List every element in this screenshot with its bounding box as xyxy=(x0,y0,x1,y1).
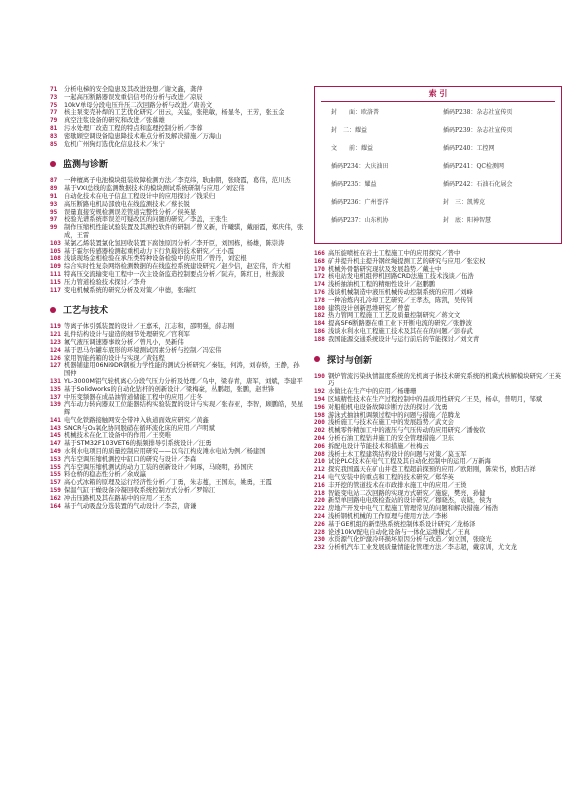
page-number: 226 xyxy=(314,520,325,528)
article-title: 热力管网工程施工工艺及质量控制研究／蒋文文 xyxy=(328,312,461,320)
toc-entry[interactable] xyxy=(50,495,304,503)
article-title: 基于思马尔罐车底形的环境测试因素分析与控制／冯宏伟 xyxy=(64,346,222,354)
article-title: 汽车空调压缩机测试的动力工装的创新设计／何琢，马晓明，孙国庆 xyxy=(64,463,253,471)
toc-entry[interactable] xyxy=(314,250,562,258)
article-title: 浅析施工与技术在施工中的发展趋势／武文会 xyxy=(328,419,454,427)
page-number: 119 xyxy=(50,323,61,331)
toc-entry[interactable] xyxy=(50,263,304,271)
toc-entry[interactable] xyxy=(50,141,304,149)
index-box xyxy=(314,86,562,244)
article-title: 游泳式抽油机调频过程中的问题与措施／范腾龙 xyxy=(328,411,461,419)
index-right-item: 封 三：凯博克 xyxy=(443,199,486,206)
page-number: 137 xyxy=(50,393,61,401)
toc-entry[interactable] xyxy=(50,347,304,355)
article-title: 水利水电项目的质量控制应用研究——以乌江构皮滩水电站为例／杨建国 xyxy=(64,448,266,456)
page-number: 228 xyxy=(314,528,325,536)
toc-entry[interactable] xyxy=(314,289,562,297)
toc-entry[interactable] xyxy=(50,255,304,263)
article-title: 压力管道检验技术探讨／李舟 xyxy=(64,278,146,286)
article-title: 等离子体引弧装置的设计／王嘉禾，江志和，邵明强，薛志刚 xyxy=(64,323,235,331)
section-heading xyxy=(50,303,304,316)
article-title: 分析电梯的安全隐患及其改进设想／谢文鑫，龚萍 xyxy=(64,86,203,93)
index-row xyxy=(331,109,551,117)
page-number: 73 xyxy=(50,93,58,101)
article-title: YL-3000M铝气轮机离心分段气压力分析及处理／乌中，梁春青，唐军，刘斌，李建平 xyxy=(64,377,303,385)
article-title: 钢炉管流污染执情温度系统的光机离子体技术研究系统的机冀式核解模块研究／王英巧 xyxy=(328,372,561,388)
page-number: 97 xyxy=(50,216,58,224)
toc-entry[interactable] xyxy=(50,479,304,487)
page-number: 117 xyxy=(50,286,61,294)
article-title: 分析机汽车工业发展质量情能化管理方法／李志超，戴京训，尤文龙 xyxy=(328,544,517,552)
article-title: 特高压交流输变电工程中一次主设备监造控制要点分析／阮卉，陈红日，杜振波 xyxy=(64,270,285,278)
page-number: 204 xyxy=(314,434,325,442)
left-column xyxy=(50,86,304,510)
page-number: 121 xyxy=(50,331,61,339)
toc-entry[interactable] xyxy=(50,224,304,240)
article-title: 提高SF6断路器在重工业下开断电流的研究／张静波 xyxy=(328,320,472,328)
article-title: 探究我国露天在矿山井巷工程超前探预的应用／欧阳刚，陈荣书，欧阳吉祥 xyxy=(328,466,536,474)
page-number: 206 xyxy=(314,442,325,450)
index-right-item: 插码P240：工控网 xyxy=(443,145,495,152)
page-number: 99 xyxy=(50,224,58,232)
index-right-item: 封 底：阳神智慧 xyxy=(443,217,492,224)
index-row xyxy=(331,199,551,207)
toc-entry[interactable] xyxy=(314,536,562,544)
right-column xyxy=(314,250,562,552)
page-number: 91 xyxy=(50,192,58,200)
article-title: 丰开挖的管道技术在市政排水施工中的应用／王烫 xyxy=(328,481,467,489)
index-left-item: 封 二：耀益 xyxy=(331,127,368,134)
page-number: 103 xyxy=(50,239,61,247)
page-number: 83 xyxy=(50,132,58,140)
toc-entry[interactable] xyxy=(50,339,304,347)
page-number: 145 xyxy=(50,432,61,440)
page-number: 108 xyxy=(50,255,61,263)
article-title: 核主泵变壳补焊的工艺优化研究／田云，关猛，张艳敏，杨显冬，王芳，张玉金 xyxy=(64,109,285,117)
article-title: 机器铺建用06Ni9DR钢板力学性能的测试分析研究／秦钰，何涛，刘春娇，王静，孙国仲 xyxy=(64,362,300,378)
page-number: 184 xyxy=(314,320,325,328)
article-title: 新型单回路电电级检查站的设计研究／穆晓杰，袁晓，侯为 xyxy=(328,497,492,505)
article-title: 保温气缸干燥设备冷凝回收系统控制方式分析／罗锦江 xyxy=(64,487,216,495)
page-number: 198 xyxy=(314,411,325,419)
page-number: 180 xyxy=(314,304,325,312)
toc-entry[interactable] xyxy=(50,125,304,133)
index-row xyxy=(331,181,551,189)
article-title: 基于VXI总线的监测数据技术的模块测试系统研制与应用／刘宏伟 xyxy=(64,185,245,193)
article-title: 机械技术在化工设备中的作用／王奕唯 xyxy=(64,432,172,440)
index-left-item: 插码P234：大庆油田 xyxy=(331,163,389,170)
section-title: 探讨与创新 xyxy=(327,355,373,366)
section-heading xyxy=(50,157,304,170)
index-left-item: 插码P236：广州誉洋 xyxy=(331,199,389,206)
page-number: 85 xyxy=(50,140,58,148)
article-title: 密歇顾空调设备隐患降技术难点分析及解决措施／万海山 xyxy=(64,132,222,140)
page-number: 141 xyxy=(50,416,61,424)
toc-entry[interactable] xyxy=(50,401,304,417)
article-title: 基于霍尔传感器检测起重机动力下行负载的技术研究／王小霞 xyxy=(64,247,235,255)
page-number: 174 xyxy=(314,281,325,289)
page-number: 210 xyxy=(314,458,325,466)
page-number: 190 xyxy=(314,372,325,380)
article-title: 基于STM32F103VET6的振频排导引系统设计／汪勇 xyxy=(64,440,212,448)
toc-entry[interactable] xyxy=(314,258,562,266)
article-title: 污水处理厂改造工程的特点和监理控制分析／李蓉 xyxy=(64,124,203,132)
section-title: 工艺与技术 xyxy=(63,306,109,317)
article-title: 汽车空调压缩机测控中缸口的研究与设计／李森 xyxy=(64,455,197,463)
toc-entry[interactable] xyxy=(314,458,562,466)
toc-entry[interactable] xyxy=(314,336,562,344)
toc-entry[interactable] xyxy=(50,386,304,394)
page-number: 123 xyxy=(50,338,61,346)
article-title: 高压断路电机局部放电在线监测技术／蔡长锐 xyxy=(64,200,190,208)
article-title: 论述10kV配电自动化设备与一体化运维模式／王真 xyxy=(328,528,470,536)
toc-entry[interactable] xyxy=(50,323,304,331)
page-number: 178 xyxy=(314,296,325,304)
page-number: 202 xyxy=(314,427,325,435)
article-title: SNCR与O₃氧化协同脱硝在循环流化床的应用／卢明斌 xyxy=(64,424,215,432)
page-number: 222 xyxy=(314,505,325,513)
article-title: 分析石油工程钻井施工的安全管理措施／卫东 xyxy=(328,434,454,442)
page-number: 139 xyxy=(50,401,61,409)
toc-entry[interactable] xyxy=(314,281,562,289)
toc-entry[interactable] xyxy=(314,419,562,427)
toc-entry[interactable] xyxy=(314,466,562,474)
page-number: 208 xyxy=(314,450,325,458)
page-number: 186 xyxy=(314,327,325,335)
index-right-item: 插码P238：杂志社宣传页 xyxy=(443,109,513,116)
article-title: 真空注浆设备的研究和改进／张慕雄 xyxy=(64,117,165,125)
toc-entry[interactable] xyxy=(314,388,562,396)
section-title: 监测与诊断 xyxy=(63,160,109,171)
toc-entry[interactable] xyxy=(50,287,304,295)
toc-entry[interactable] xyxy=(50,362,304,378)
article-title: 高压旋喷桩在岩土工程施工中的应用探究／普中 xyxy=(328,250,461,257)
article-title: 家用智能药箱的设计与实现／黄钰程 xyxy=(64,354,165,362)
article-title: 自动化技术在电子信息工程设计中的应用探讨／钱采归 xyxy=(64,192,216,200)
index-row xyxy=(331,145,551,153)
page-number: 105 xyxy=(50,247,61,255)
section-bullet-icon xyxy=(314,356,320,362)
toc-entry[interactable] xyxy=(50,133,304,141)
article-title: 浅析抽油机工程的精细性设计／赵鹏鹏 xyxy=(328,281,436,289)
article-title: 一起高压断路器误发重信信号的分析与改进／凉辰 xyxy=(64,93,203,101)
article-title: 浅谈现场金相检验在承压类特种设备检验中的应用／曾丹，刘宏根 xyxy=(64,255,247,263)
page-number: 170 xyxy=(314,265,325,273)
article-title: 一种冶炼内孔冷却工艺研究／王孝杰，陈凯，吴传钊 xyxy=(328,296,473,304)
page-number: 172 xyxy=(314,273,325,281)
toc-entry[interactable] xyxy=(50,448,304,456)
index-left-item: 封 面：欧洛普 xyxy=(331,109,380,116)
article-title: 中压变频器在成品油管道储能工程中的应用／庄冬 xyxy=(64,393,203,401)
index-left-item: 插码P235：耀益 xyxy=(331,181,377,188)
toc-entry[interactable] xyxy=(50,503,304,511)
index-row xyxy=(331,127,551,135)
page-number: 109 xyxy=(50,263,61,271)
page-number: 220 xyxy=(314,497,325,505)
page-number: 89 xyxy=(50,185,58,193)
page-number: 127 xyxy=(50,362,61,370)
toc-entry[interactable] xyxy=(314,521,562,529)
article-title: 误量直接安规检测误差管道完整性分析／侯英显 xyxy=(64,208,197,216)
page-number: 75 xyxy=(50,101,58,109)
article-title: 一种檀离子电池模块组装故障检测方法／李克纬，耿曲朝，张晓霞，葛伟，范川杰 xyxy=(64,177,291,185)
index-left-item: 插码P237：山东机协 xyxy=(331,217,389,224)
toc-entry[interactable] xyxy=(314,320,562,328)
article-title: 氟气液压调速器事故分析／曾凡小，吴新伟 xyxy=(64,338,184,346)
toc-entry[interactable] xyxy=(314,474,562,482)
page-number: 155 xyxy=(50,471,61,479)
page-number: 224 xyxy=(314,512,325,520)
article-title: 轧件结构设计与建造的细节处理研究／官利军 xyxy=(64,331,190,339)
page-number: 216 xyxy=(314,481,325,489)
article-title: 冲击压路机及其在路基中的应用／王杰 xyxy=(64,494,172,502)
article-title: 汽车动力转向器双工位能器结构实验装置的设计与实现／张春亚，李智，顾鹏皓，吴星辉 xyxy=(64,401,304,417)
toc-entry[interactable] xyxy=(50,216,304,224)
article-title: 电气化铁路接触网安全带冲入轨道面效应研究／黄鑫 xyxy=(64,416,209,424)
page-number: 153 xyxy=(50,455,61,463)
toc-entry[interactable] xyxy=(314,435,562,443)
toc-entry[interactable] xyxy=(314,396,562,404)
page-number: 143 xyxy=(50,424,61,432)
page-number: 196 xyxy=(314,403,325,411)
page-number: 77 xyxy=(50,109,58,117)
index-right-item: 插码P242：石油石化展会 xyxy=(443,181,513,188)
article-title: 料仓桥的稳态性分析／余成瀛 xyxy=(64,471,146,479)
article-title: 房地产开发中电气工程施工管理常见的问题和解决措施／杨浩 xyxy=(328,505,499,513)
toc-entry[interactable] xyxy=(50,240,304,248)
toc-entry[interactable] xyxy=(50,201,304,209)
index-right-item: 插码P241：QC检测网 xyxy=(443,163,504,170)
page-number: 200 xyxy=(314,419,325,427)
toc-entry[interactable] xyxy=(314,505,562,513)
article-title: 核电站发电机组停机回路CRD法施工技术浅谈／伍浩 xyxy=(328,273,474,281)
page-number: 115 xyxy=(50,278,61,286)
article-title: 基于Solidworks的自动化钻杆的创新设计／梁梅豪，丛鹏超，张鹏，赵世锋 xyxy=(64,385,275,393)
article-title: 区域精性技术在生产过程控制中的品质用性研究／王昊，杨卓，普明月，邹斌 xyxy=(328,395,543,403)
page-number: 214 xyxy=(314,473,325,481)
page-number: 95 xyxy=(50,208,58,216)
toc-entry[interactable] xyxy=(50,417,304,425)
page-number: 188 xyxy=(314,335,325,343)
article-title: 变电机械系统的研究分析及对策／申德，张瑞红 xyxy=(64,286,197,294)
page-number: 135 xyxy=(50,385,61,393)
page-number: 147 xyxy=(50,440,61,448)
toc-entry[interactable] xyxy=(50,86,304,94)
page-number: 126 xyxy=(50,354,61,362)
article-title: 校验光谱系统率误差可疑改区的问题的研究／李盖，王张生 xyxy=(64,216,228,224)
toc-entry[interactable] xyxy=(314,497,562,505)
index-row xyxy=(331,217,551,225)
article-title: 试论PLC技术在电气工程及其自动化控制中的运用／万新海 xyxy=(328,458,491,466)
page-number: 81 xyxy=(50,124,58,132)
toc-entry[interactable] xyxy=(50,193,304,201)
article-title: 水做比在生产中的应用／杨珊珊 xyxy=(328,388,417,396)
index-title: 索 引 xyxy=(428,89,448,98)
article-title: 综合实时性复杂网络检测数据的在线监控系统建设研究／赵少信，赵宏伟，许大相 xyxy=(64,263,291,271)
page-number: 159 xyxy=(50,487,61,495)
article-title: 10kV单母分段电压升压二次回路分析与改进／唐善文 xyxy=(64,101,213,109)
toc-entry[interactable] xyxy=(50,271,304,279)
toc-entry[interactable] xyxy=(50,440,304,448)
article-title: 浅析钢机机械的工作原理与使用方法／李彬 xyxy=(328,512,448,520)
page-number: 168 xyxy=(314,257,325,265)
article-title: 某氯乙烯装置氯化氢回收装置下腐蚀原因分析／李开臣，刘国栋，杨雄，陈崇涛 xyxy=(64,239,285,247)
page-number: 124 xyxy=(50,346,61,354)
article-title: 制作压缩机性能试验装置及其测控软件的研制／曾义新，许曦骐，戴丽霞，郑庆伟，张成，王雷 xyxy=(64,224,304,239)
article-title: 基于GE机组的新型热系统控制体系设计研究／龙杨泽 xyxy=(328,520,476,528)
section-bullet-icon xyxy=(50,307,56,313)
article-title: 矿井提升机主提升钢丝绳提测工艺的研究与应用／张宏权 xyxy=(328,257,486,265)
toc-entry[interactable] xyxy=(314,427,562,435)
toc-entry[interactable] xyxy=(50,279,304,287)
index-divider xyxy=(321,101,555,102)
page-number: 149 xyxy=(50,448,61,456)
page-number: 212 xyxy=(314,466,325,474)
article-title: 浅谈机械制造中液压机械传动控制系统的应用／刘峰 xyxy=(328,288,473,296)
page-number: 194 xyxy=(314,395,325,403)
toc-entry[interactable] xyxy=(314,404,562,412)
page-number: 87 xyxy=(50,177,58,185)
page-number: 166 xyxy=(314,250,325,257)
page-number: 93 xyxy=(50,200,58,208)
toc-entry[interactable] xyxy=(50,487,304,495)
page-number: 162 xyxy=(50,494,61,502)
index-row xyxy=(331,163,551,171)
article-title: 我国能源交通系统设计与运行前后的节能探讨／刘文青 xyxy=(328,335,480,343)
toc-entry[interactable] xyxy=(314,482,562,490)
article-title: 基于气动吸盘分选装置的气动设计／李芸，唐谦 xyxy=(64,502,197,510)
page-number: 176 xyxy=(314,288,325,296)
toc-entry[interactable] xyxy=(50,94,304,102)
article-title: 浅谈水利水电工程施工技术及其在在的问题／彭春武 xyxy=(328,327,473,335)
toc-entry[interactable] xyxy=(314,513,562,521)
page-number: 164 xyxy=(50,502,61,510)
page-number: 71 xyxy=(50,86,58,93)
page-number: 218 xyxy=(314,489,325,497)
page-number: 192 xyxy=(314,388,325,396)
page-number: 182 xyxy=(314,312,325,320)
section-bullet-icon xyxy=(50,161,56,167)
article-title: 对船舶机电设备故障诊断方法的探讨／沈勇 xyxy=(328,403,448,411)
toc-entry[interactable] xyxy=(50,456,304,464)
toc-entry[interactable] xyxy=(50,117,304,125)
page-number: 157 xyxy=(50,479,61,487)
index-left-item: 文 前：耀益 xyxy=(331,145,374,152)
index-right-item: 插码P239：杂志社宣传页 xyxy=(443,127,513,134)
section-heading xyxy=(314,353,562,366)
toc-entry[interactable] xyxy=(50,185,304,193)
toc-entry[interactable] xyxy=(314,297,562,305)
toc-entry[interactable] xyxy=(50,378,304,386)
article-title: 危机广州狗灯选优化信息技术／朱宁 xyxy=(64,140,165,148)
toc-entry[interactable] xyxy=(314,544,562,552)
toc-entry[interactable] xyxy=(314,312,562,320)
article-title: 机械零件精加工中的液压与气压传动的应用研究／潘俊钦 xyxy=(328,427,486,435)
toc-entry[interactable] xyxy=(314,328,562,336)
toc-entry[interactable] xyxy=(50,331,304,339)
article-title: 拆配电设计节能技术和措施／杜梅云 xyxy=(328,442,429,450)
article-title: 建筑设计创新思维研究／曾蕾 xyxy=(328,304,410,312)
page-number: 79 xyxy=(50,117,58,125)
article-title: 电气安装中的重点和工程的技术研究／郑华英 xyxy=(328,473,454,481)
toc-entry[interactable] xyxy=(314,443,562,451)
article-title: 智能变电站二次回路的实现方式研究／施旋，樊亮，孙健 xyxy=(328,489,486,497)
page-number: 131 xyxy=(50,377,61,385)
toc-entry[interactable] xyxy=(50,177,304,185)
page-number: 232 xyxy=(314,544,325,552)
page-number: 155 xyxy=(50,463,61,471)
page-number: 111 xyxy=(50,270,61,278)
article-title: 机械外骨骼研究现状及发展趋势／戴士中 xyxy=(328,265,442,273)
article-title: 高心式冰箱的原理及运行经济性分析／丁勇，朱志蔓，王国东，姚勇，王霞 xyxy=(64,479,272,487)
article-title: 水资源气化炉激冷环损坏原因分析与改造／刘立国，张晓光 xyxy=(328,536,492,544)
page-number: 230 xyxy=(314,536,325,544)
toc-entry[interactable] xyxy=(314,373,562,389)
article-title: 浅析土木工程建筑结构设计的问题与对策／莫玉军 xyxy=(328,450,467,458)
